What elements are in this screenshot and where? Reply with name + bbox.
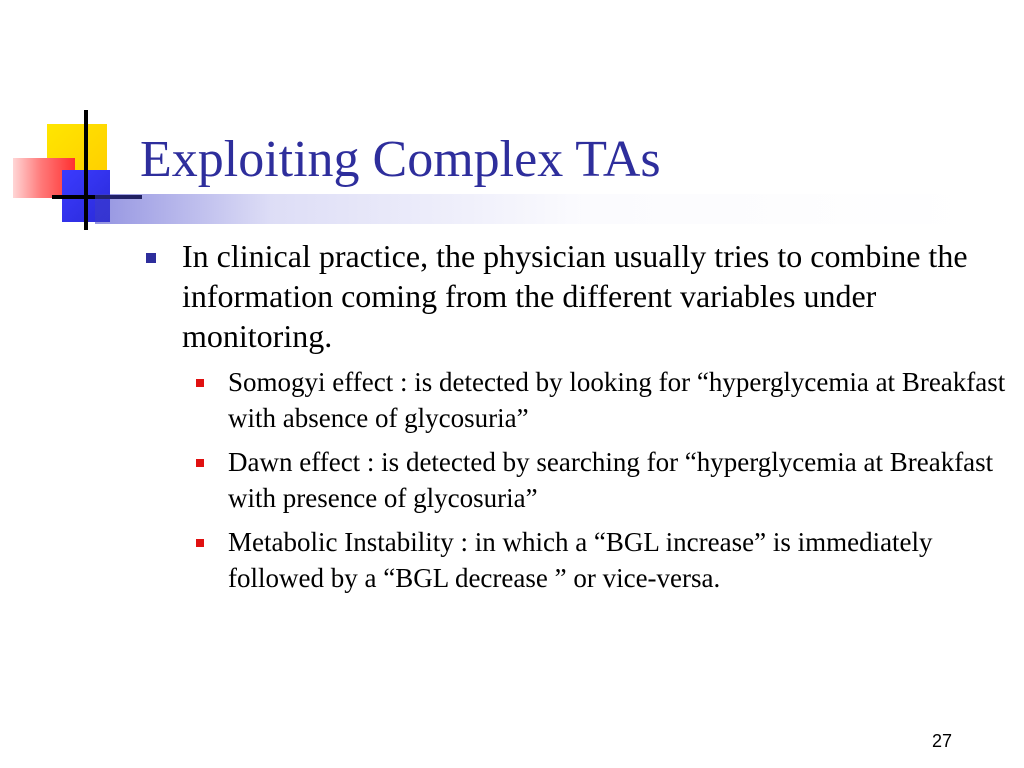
- slide-title: Exploiting Complex TAs: [140, 131, 661, 188]
- bullet-item: [140, 236, 982, 356]
- square-bullet-icon: [146, 253, 156, 263]
- vertical-rule: [84, 110, 88, 230]
- sub-bullet-text: Somogyi effect : is detected by looking for “hyperglycemia at Breakfast with absence of glycosuria”: [228, 367, 1006, 433]
- sub-bullet-text: Dawn effect : is detected by searching for “hyperglycemia at Breakfast with presence of glycosuria”: [228, 447, 994, 513]
- sub-bullet-item: [190, 444, 1024, 516]
- bullet-text: In clinical practice, the physician usually tries to combine the information coming from the different variables under monitoring.: [182, 238, 968, 354]
- sub-bullet-item: [190, 524, 1024, 596]
- sub-bullet-item: [190, 364, 1024, 436]
- slide-content: [140, 236, 1020, 596]
- title-underline-gradient: [95, 194, 975, 224]
- small-square-bullet-icon: [196, 539, 204, 547]
- small-square-bullet-icon: [196, 379, 204, 387]
- small-square-bullet-icon: [196, 459, 204, 467]
- page-number: 27: [932, 731, 953, 751]
- sub-bullet-text: Metabolic Instability : in which a “BGL increase” is immediately followed by a “BGL decrease ” or vice-versa.: [228, 527, 933, 593]
